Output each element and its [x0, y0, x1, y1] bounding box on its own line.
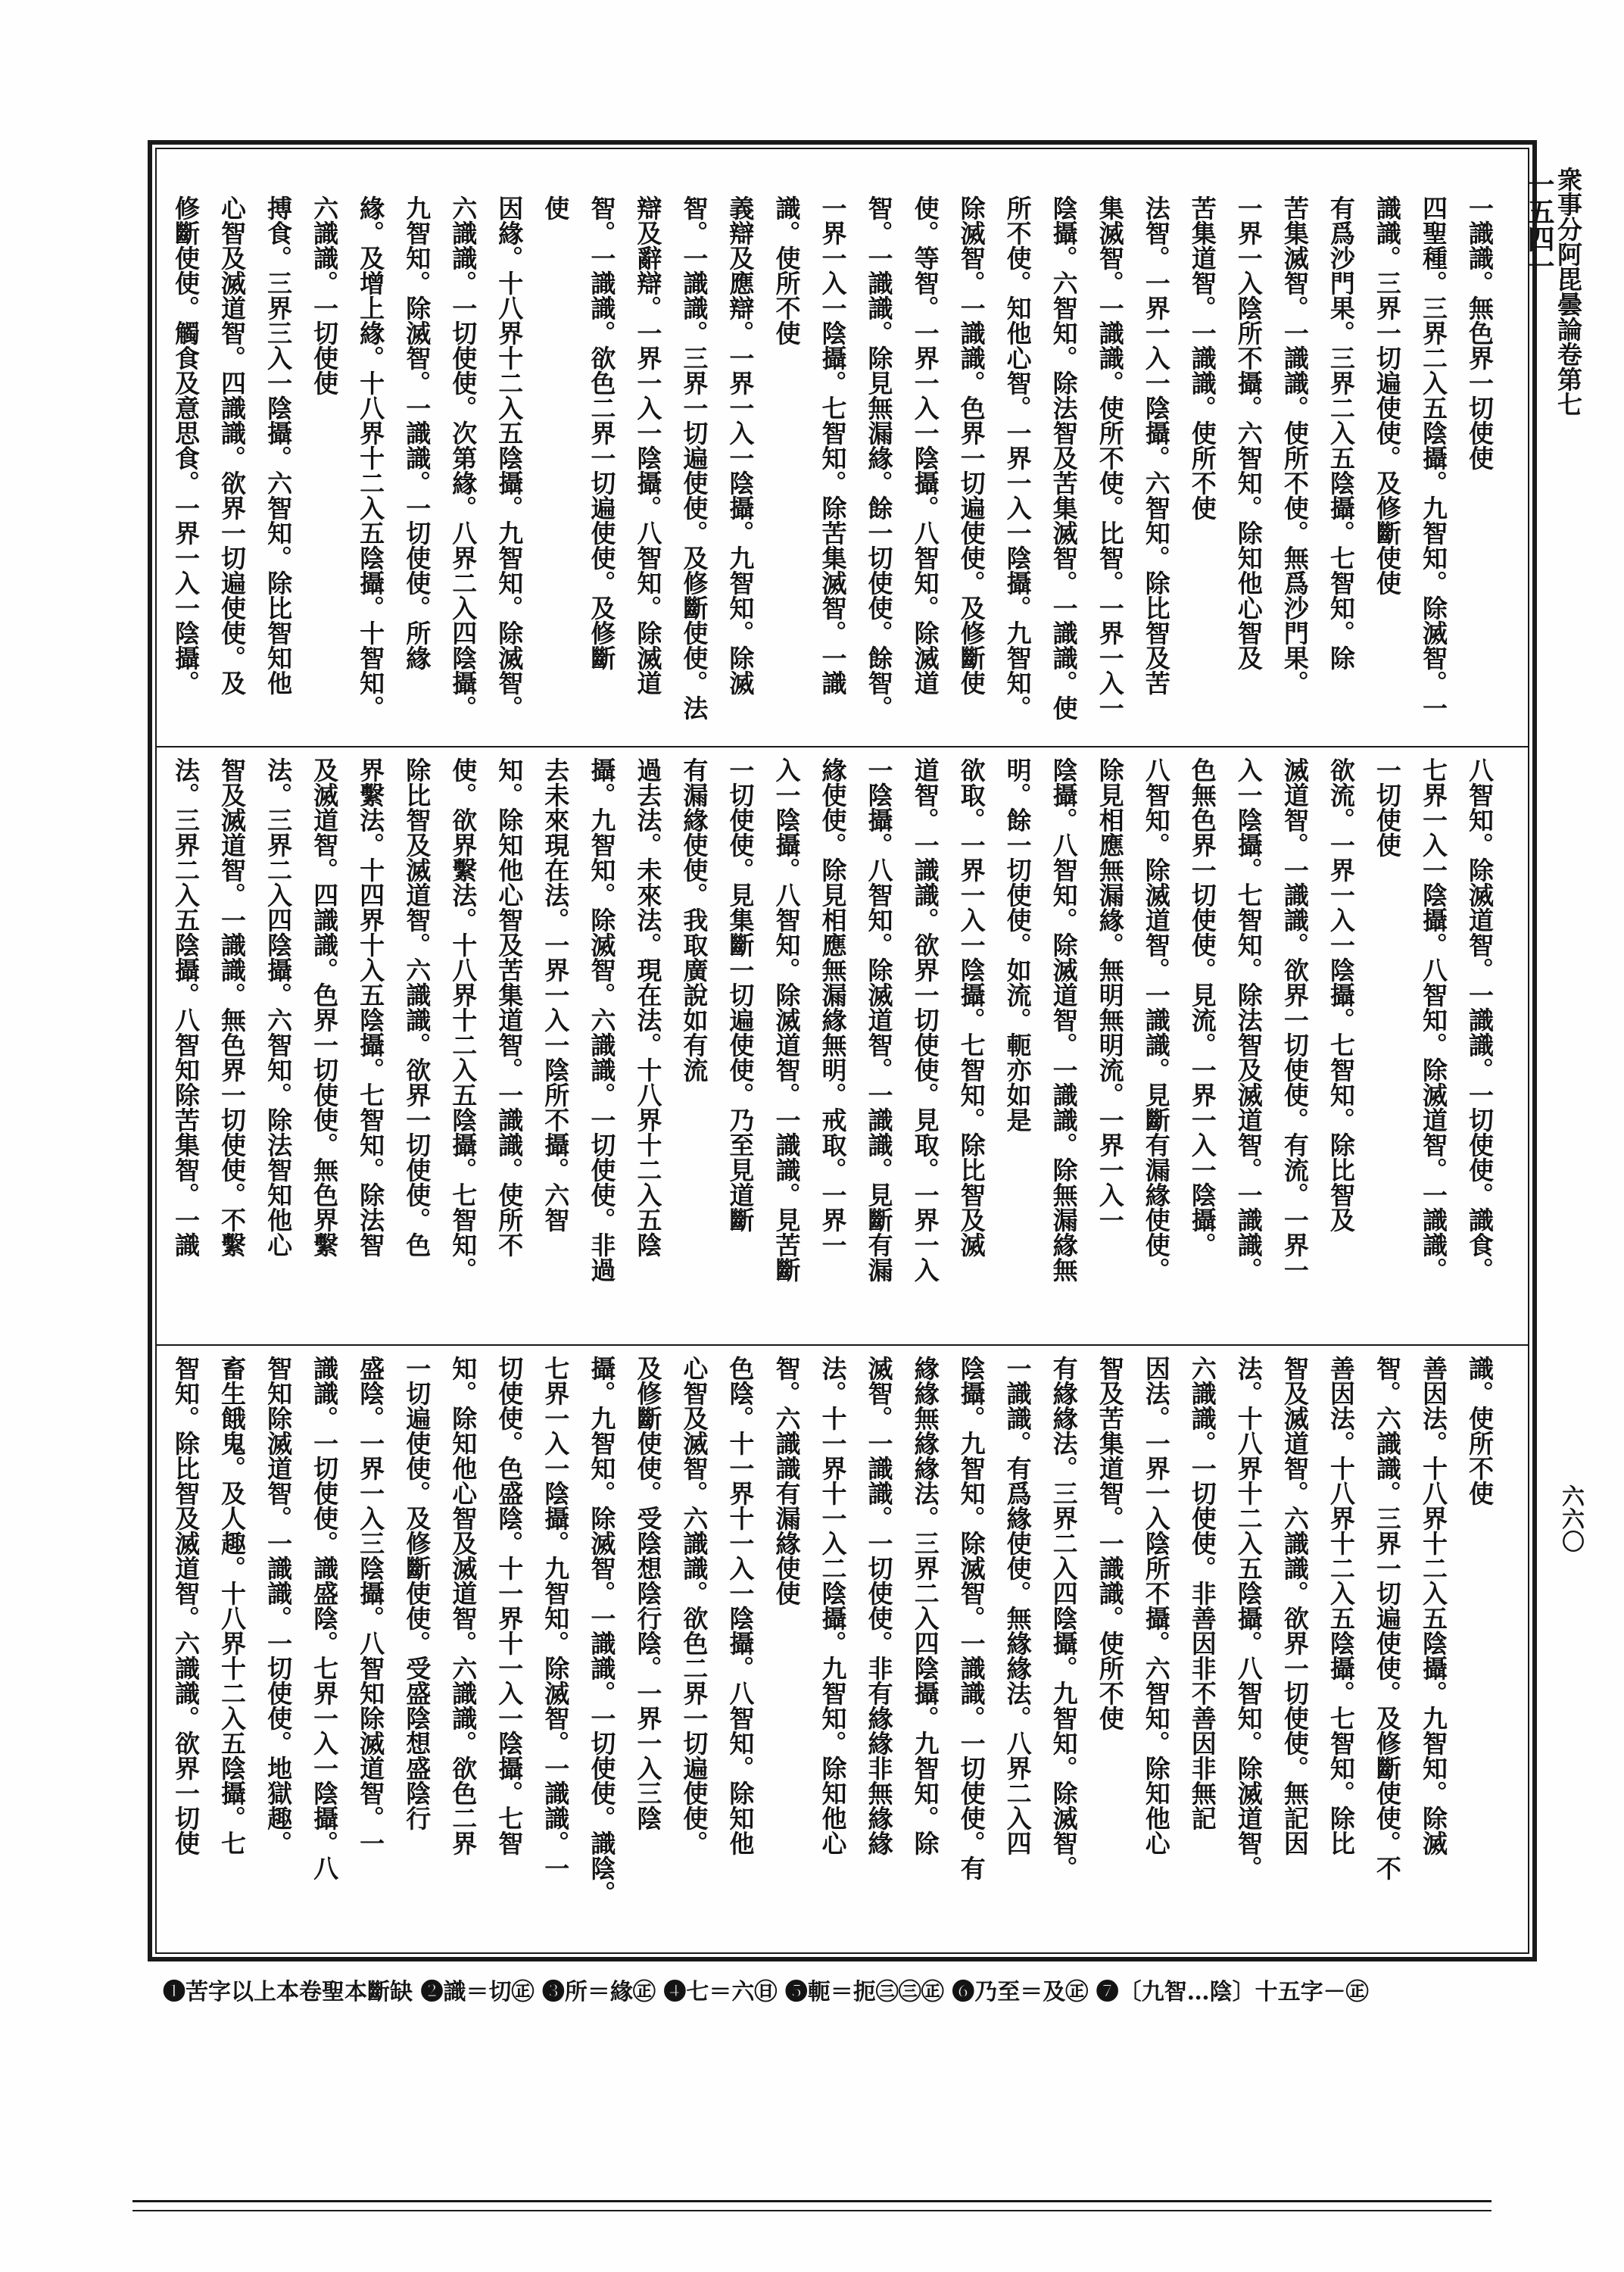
text-column: 畜生餓鬼。及人趣。十八界十二入五陰攝。七 [217, 1356, 248, 1855]
text-column: 除見相應無漏緣。無明無明流。一界一入一 [1095, 757, 1125, 1232]
text-column: 有爲沙門果。三界二入五陰攝。七智知。除 [1326, 195, 1356, 670]
text-column: 智。一識識。除見無漏緣。餘一切使使。餘智。 [864, 195, 894, 720]
text-column: 陰攝。六智知。除法智及苦集滅智。一識識。使 [1049, 195, 1079, 720]
text-column: 八智知。除滅道智。一識識。見斷有漏緣使使。 [1141, 757, 1171, 1282]
text-column: 除比智及滅道智。六識識。欲界一切使使。色 [402, 757, 432, 1257]
text-column: 及滅道智。四識識。色界一切使使。無色界繫 [310, 757, 340, 1257]
text-column: 切使使。色盛陰。十一界十一入一陰攝。七智 [494, 1356, 525, 1855]
text-column: 入一陰攝。八智知。除滅道智。一識識。見苦斷 [771, 757, 802, 1282]
text-column: 六識識。一切使使 [310, 195, 340, 395]
text-column: 道智。一識識。欲界一切使使。見取。一界一入 [910, 757, 940, 1282]
text-column: 使。欲界繫法。十八界十二入五陰攝。七智知。 [448, 757, 478, 1282]
text-column: 搏食。三界三入一陰攝。六智知。除比智知他 [263, 195, 294, 695]
text-column: 一界一入一陰攝。七智知。除苦集滅智。一識 [818, 195, 848, 695]
text-column: 法智。一界一入一陰攝。六智知。除比智及苦 [1141, 195, 1171, 695]
text-column: 心智及滅道智。四識識。欲界一切遍使使。及 [217, 195, 248, 695]
text-column: 識。使所不使 [1464, 1356, 1495, 1506]
text-column: 有漏緣使使。我取廣說如有流 [679, 757, 709, 1082]
text-column: 苦集滅智。一識識。使所不使。無爲沙門果。 [1280, 195, 1310, 695]
text-column: 一切使使 [1372, 757, 1402, 857]
text-column: 陰攝。九智知。除滅智。一識識。一切使使。有 [956, 1356, 987, 1880]
text-column: 知。除知他心智及苦集道智。一識識。使所不 [494, 757, 525, 1257]
text-column: 六識識。一切使使。次第緣。八界二入四陰攝。 [448, 195, 478, 720]
text-column: 善因法。十八界十二入五陰攝。九智知。除滅 [1418, 1356, 1448, 1855]
text-column: 使。等智。一界一入一陰攝。八智知。除滅道 [910, 195, 940, 695]
text-column: 色無色界一切使使。見流。一界一入一陰攝。 [1187, 757, 1217, 1257]
text-column: 法。三界二入四陰攝。六智知。除法智知他心 [263, 757, 294, 1257]
text-column: 智及滅道智。一識識。無色界一切使使。不繫 [217, 757, 248, 1257]
text-column: 識。使所不使 [771, 195, 802, 345]
text-column: 四聖種。三界二入五陰攝。九智知。除滅智。一 [1418, 195, 1448, 720]
text-column: 欲取。一界一入一陰攝。七智知。除比智及滅 [956, 757, 987, 1257]
text-column: 七界一入一陰攝。八智知。除滅道智。一識識。 [1418, 757, 1448, 1282]
text-column: 識識。三界一切遍使使。及修斷使使 [1372, 195, 1402, 595]
bottom-rule-thin [132, 2210, 1492, 2211]
text-column: 滅智。一識識。一切使使。非有緣緣非無緣緣 [864, 1356, 894, 1855]
text-column: 善因法。十八界十二入五陰攝。七智知。除比 [1326, 1356, 1356, 1855]
text-column: 因緣。十八界十二入五陰攝。九智知。除滅智。 [494, 195, 525, 720]
text-column: 苦集道智。一識識。使所不使 [1187, 195, 1217, 520]
bottom-rule [132, 2200, 1492, 2202]
text-column: 法。十一界十一入二陰攝。九智知。除知他心 [818, 1356, 848, 1855]
text-column: 六識識。一切使使。非善因非不善因非無記 [1187, 1356, 1217, 1830]
text-column: 七界一入一陰攝。九智知。除滅智。一識識。一 [541, 1356, 571, 1880]
text-column: 義辯及應辯。一界一入一陰攝。九智知。除滅 [725, 195, 756, 695]
text-column: 明。餘一切使使。如流。軛亦如是 [1002, 757, 1033, 1132]
text-column: 使 [541, 195, 571, 220]
text-column: 因法。一界一入陰所不攝。六智知。除知他心 [1141, 1356, 1171, 1855]
text-column: 智及苦集道智。一識識。使所不使 [1095, 1356, 1125, 1731]
text-column: 盛陰。一界一入三陰攝。八智知除滅道智。一 [356, 1356, 386, 1855]
text-column: 攝。九智知。除滅智。六識識。一切使使。非過 [587, 757, 617, 1282]
text-column: 智知。除比智及滅道智。六識識。欲界一切使 [171, 1356, 201, 1855]
text-column: 過去法。未來法。現在法。十八界十二入五陰 [633, 757, 663, 1257]
text-column: 知。除知他心智及滅道智。六識識。欲色二界 [448, 1356, 478, 1855]
running-title: 衆事分阿毘曇論卷第七 [1554, 167, 1583, 417]
text-column: 心智及滅智。六識識。欲色二界一切遍使使。 [679, 1356, 709, 1855]
text-column: 緣緣無緣緣法。三界二入四陰攝。九智知。除 [910, 1356, 940, 1855]
text-column: 及修斷使使。受陰想陰行陰。一界一入三陰 [633, 1356, 663, 1830]
text-column: 一識識。無色界一切使使 [1464, 195, 1495, 470]
text-column: 除滅智。一識識。色界一切遍使使。及修斷使 [956, 195, 987, 695]
footnotes: ❶苦字以上本卷聖本斷缺 ❷識＝切㊣ ❸所＝緣㊣ ❹七＝六㊐ ❺軛＝扼㊂㊂㊣ ❻乃至＝及㊣ ❼〔九智…陰〕十五字－㊣ [163, 1979, 1369, 2005]
text-column: 集滅智。一識識。使所不使。比智。一界一入一 [1095, 195, 1125, 720]
text-column: 攝。九智知。除滅智。一識識。一切使使。識陰。 [587, 1356, 617, 1905]
text-column: 一識識。有爲緣使使。無緣緣法。八界二入四 [1002, 1356, 1033, 1855]
text-column: 智。一識識。三界一切遍使使。及修斷使使。法 [679, 195, 709, 720]
register-divider-1 [155, 746, 1529, 747]
text-column: 滅道智。一識識。欲界一切使使。有流。一界一 [1280, 757, 1310, 1282]
text-column: 識識。一切使使。識盛陰。七界一入一陰攝。八 [310, 1356, 340, 1880]
text-column: 八智知。除滅道智。一識識。一切使使。識食。 [1464, 757, 1495, 1282]
register-divider-2 [155, 1344, 1529, 1346]
text-column: 陰攝。八智知。除滅道智。一識識。除無漏緣無 [1049, 757, 1079, 1282]
page-number: 一五四一 [1523, 170, 1555, 279]
text-column: 色陰。十一界十一入一陰攝。八智知。除知他 [725, 1356, 756, 1855]
text-column: 修斷使使。觸食及意思食。一界一入一陰攝。 [171, 195, 201, 695]
text-column: 智及滅道智。六識識。欲界一切使使。無記因 [1280, 1356, 1310, 1855]
text-column: 去未來現在法。一界一入一陰所不攝。六智 [541, 757, 571, 1232]
text-column: 智。六識識。三界一切遍使使。及修斷使使。不 [1372, 1356, 1402, 1880]
text-column: 一陰攝。八智知。除滅道智。一識識。見斷有漏 [864, 757, 894, 1282]
text-column: 一切遍使使。及修斷使使。受盛陰想盛陰行 [402, 1356, 432, 1830]
text-column: 界繫法。十四界十入五陰攝。七智知。除法智 [356, 757, 386, 1257]
text-column: 法。十八界十二入五陰攝。八智知。除滅道智。 [1233, 1356, 1264, 1880]
text-column: 有緣緣法。三界二入四陰攝。九智知。除滅智。 [1049, 1356, 1079, 1880]
right-page-marker: 六六〇 [1557, 1484, 1584, 1553]
text-column: 一切使使。見集斷一切遍使使。乃至見道斷 [725, 757, 756, 1232]
text-column: 辯及辭辯。一界一入一陰攝。八智知。除滅道 [633, 195, 663, 695]
text-column: 欲流。一界一入一陰攝。七智知。除比智及 [1326, 757, 1356, 1232]
text-column: 九智知。除滅智。一識識。一切使使。所緣 [402, 195, 432, 670]
text-column: 一界一入陰所不攝。六智知。除知他心智及 [1233, 195, 1264, 670]
text-column: 入一陰攝。七智知。除法智及滅道智。一識識。 [1233, 757, 1264, 1282]
text-column: 智。一識識。欲色二界一切遍使使。及修斷 [587, 195, 617, 670]
text-column: 智知除滅道智。一識識。一切使使。地獄趣。 [263, 1356, 294, 1855]
text-column: 智。六識識有漏緣使使 [771, 1356, 802, 1606]
text-column: 緣使使。除見相應無漏緣無明。戒取。一界一 [818, 757, 848, 1257]
text-column: 法。三界二入五陰攝。八智知除苦集智。一識 [171, 757, 201, 1257]
text-column: 緣。及增上緣。十八界十二入五陰攝。十智知。 [356, 195, 386, 720]
text-column: 所不使。知他心智。一界一入一陰攝。九智知。 [1002, 195, 1033, 720]
